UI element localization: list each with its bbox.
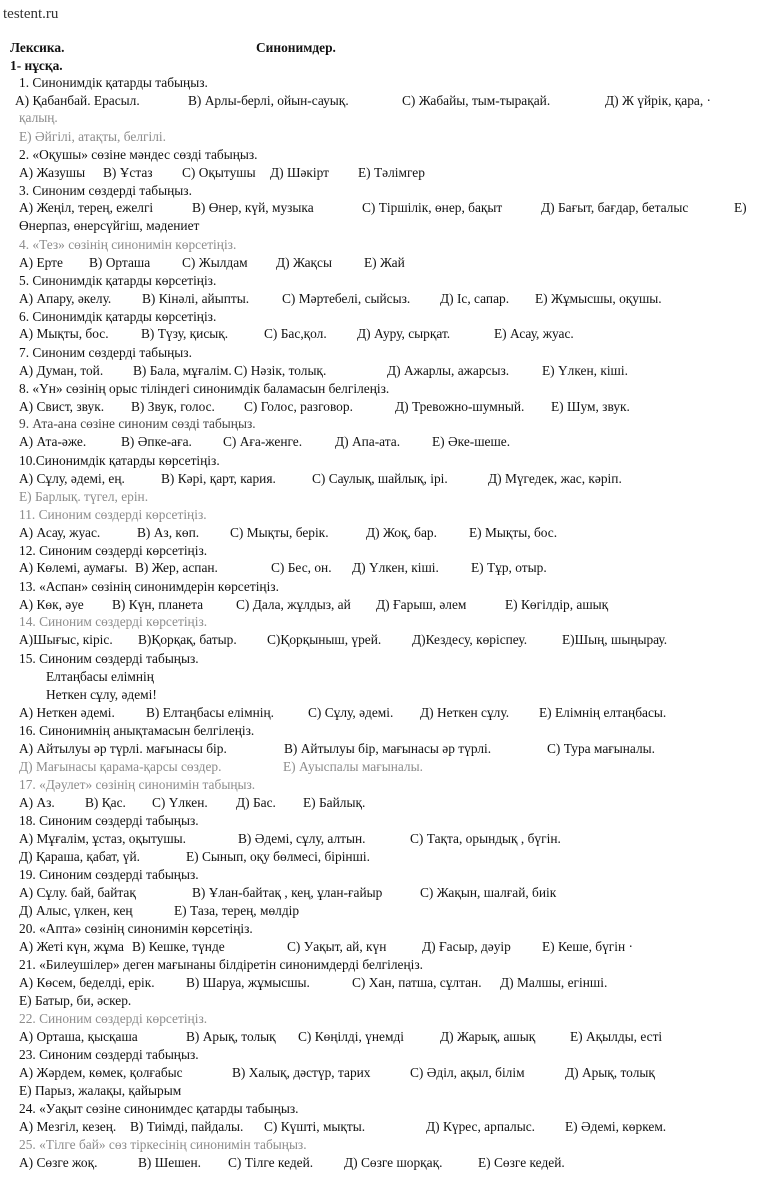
answer-option: Е) Үлкен, кіші.: [542, 363, 628, 378]
question-text: 20. «Апта» сөзінің синонимін көрсетіңіз.: [19, 921, 253, 936]
answer-option: А) Сұлу. бай, байтақ: [19, 885, 136, 900]
answer-option: А) Асау, жуас.: [19, 525, 101, 540]
answer-option: Д) Жарық, ашық: [440, 1029, 536, 1044]
question-text: 13. «Аспан» сөзінің синонимдерін көрсетіңіз.: [19, 579, 279, 594]
answer-options-row: [0, 323, 758, 344]
answer-option: А)Шығыс, кіріс.: [19, 632, 113, 647]
answer-option: С) Әділ, ақыл, білім: [410, 1065, 525, 1080]
question-text: 6. Синонимдік қатарды көрсетіңіз.: [19, 309, 217, 324]
question-text: 24. «Уақыт сөзіне синонимдес қатарды табыңыз.: [19, 1101, 299, 1116]
answer-option: А) Жеті күн, жұма: [19, 939, 124, 954]
answer-option: С) Дала, жұлдыз, ай: [236, 597, 351, 612]
answer-option: В) Арлы-берлі, ойын-сауық.: [188, 93, 349, 108]
answer-option: С) Көңілді, үнемді: [298, 1029, 404, 1044]
answer-option: В) Халық, дәстүр, тарих: [232, 1065, 371, 1080]
text-line: Өнерпаз, өнерсүйгіш, мәдениет: [19, 218, 200, 233]
answer-option: В) Звук, голос.: [131, 399, 215, 414]
text-line: Неткен сұлу, әдемі!: [46, 687, 157, 702]
topic-label: Лексика.: [10, 40, 65, 55]
answer-option: А) Көлемі, аумағы.: [19, 560, 128, 575]
answer-option: В) Әпке-аға.: [121, 434, 192, 449]
answer-option: Д) Күрес, арпалыс.: [426, 1119, 536, 1134]
answer-option: Е) Шум, звук.: [551, 399, 630, 414]
answer-option: С) Нәзік, толық.: [234, 363, 327, 378]
answer-option: В) Бала, мұғалім.: [133, 363, 232, 378]
answer-option: А) Ерте: [19, 255, 63, 270]
answer-option: В) Түзу, қисық.: [141, 326, 229, 341]
answer-option: С) Хан, патша, сұлтан.: [352, 975, 482, 990]
answer-option: Е) Сынып, оқу бөлмесі, біріншi.: [186, 849, 370, 864]
answer-option: Д) Ғарыш, әлем: [376, 597, 467, 612]
answer-option: С) Тілге кедей.: [228, 1155, 314, 1170]
question-text: 7. Синоним сөздерді табыңыз.: [19, 345, 192, 360]
question-text: 4. «Тез» сөзінің синонимін көрсетіңіз.: [19, 237, 237, 252]
answer-option: В) Ұлан-байтақ , кең, ұлан-ғайыр: [192, 885, 383, 900]
question-text: 2. «Оқушы» сөзіне мәндес сөзді табыңыз.: [19, 147, 258, 162]
answer-option: С) Тақта, орындық , бүгін.: [410, 831, 561, 846]
answer-option: Е) Сөзге кедей.: [478, 1155, 565, 1170]
answer-option: Д) Апа-ата.: [335, 434, 401, 449]
question-text: 25. «Тілге бай» сөз тіркесінің синонимін табыңыз.: [19, 1137, 307, 1152]
answer-option: В) Арық, толық: [186, 1029, 276, 1044]
answer-option: А) Көсем, беделді, ерік.: [19, 975, 155, 990]
answer-option: В) Елтаңбасы елімнің.: [146, 705, 274, 720]
question-text: 12. Синоним сөздерді көрсетіңіз.: [19, 543, 208, 558]
question-text: 9. Ата-ана сөзіне синоним сөзді табыңыз.: [19, 416, 256, 431]
answer-option: А) Жәрдем, көмек, қолғабыс: [19, 1065, 183, 1080]
question-text: 21. «Билеушілер» деген мағынаны білдіретін синонимдерді белгілеңіз.: [19, 957, 424, 972]
answer-option: С) Голос, разговор.: [244, 399, 353, 414]
answer-option: Д) Іс, сапар.: [440, 291, 510, 306]
answer-option: Д) Бағыт, бағдар, беталыс: [541, 200, 689, 215]
answer-option: В) Өнер, күй, музыка: [192, 200, 314, 215]
question-text: 17. «Дәулет» сөзінің синонимін табыңыз.: [19, 777, 256, 792]
answer-option: Д) Неткен сұлу.: [420, 705, 510, 720]
answer-option: С) Тура мағыналы.: [547, 741, 656, 756]
answer-option: В) Шаруа, жұмысшы.: [186, 975, 310, 990]
answer-option: Е) Көгілдір, ашық: [505, 597, 609, 612]
answer-option: С) Мәртебелі, сыйсыз.: [282, 291, 411, 306]
answer-option: Д) Жақсы: [276, 255, 332, 270]
answer-option: А) Неткен әдемі.: [19, 705, 115, 720]
text-line: Е) Әйгілі, атақты, белгілі.: [19, 129, 166, 144]
answer-option: Д)Кездесу, көріспеу.: [412, 632, 528, 647]
answer-option: А) Жазушы: [19, 165, 86, 180]
answer-option: С) Жылдам: [182, 255, 248, 270]
question-text: 8. «Үн» сөзінің орыс тіліндегі синонимдік баламасын белгілеңіз.: [19, 381, 390, 396]
answer-option: Е) Мықты, бос.: [469, 525, 558, 540]
question-text: 19. Синоним сөздерді табыңыз.: [19, 867, 199, 882]
answer-option: С) Жабайы, тым-тырақай.: [402, 93, 551, 108]
answer-option: А) Апару, әкелу.: [19, 291, 112, 306]
answer-options-row: [0, 1152, 758, 1173]
answer-option: В) Кәрі, қарт, кария.: [161, 471, 276, 486]
answer-option: В) Ұстаз: [103, 165, 153, 180]
text-line: Е) Барлық. түгел, ерін.: [19, 489, 149, 504]
answer-option: Е) Таза, терең, мөлдір: [174, 903, 300, 918]
answer-option: Е) Әке-шеше.: [432, 434, 511, 449]
answer-option: Е) Елімнің елтаңбасы.: [539, 705, 667, 720]
answer-options-row: [0, 629, 758, 650]
answer-option: Д) Ажарлы, ажарсыз.: [387, 363, 510, 378]
answer-option: Е) Жұмысшы, оқушы.: [535, 291, 662, 306]
answer-option: С) Үлкен.: [152, 795, 208, 810]
question-text: 15. Синоним сөздерді табыңыз.: [19, 651, 199, 666]
answer-option: В) Кешке, түнде: [132, 939, 225, 954]
answer-option: А) Орташа, қысқаша: [19, 1029, 138, 1044]
answer-option: Д) Үлкен, кіші.: [352, 560, 439, 575]
answer-option: Д) Жоқ, бар.: [366, 525, 437, 540]
answer-option: В) Аз, көп.: [137, 525, 200, 540]
answer-option: Д) Тревожно-шумный.: [395, 399, 525, 414]
answer-option: С) Бас,қол.: [264, 326, 327, 341]
answer-option: Е) Тұр, отыр.: [471, 560, 547, 575]
answer-option: А) Айтылуы әр түрлі. мағынасы бір.: [19, 741, 227, 756]
answer-option: Е) Асау, жуас.: [494, 326, 574, 341]
answer-option: В) Кінәлі, айыпты.: [142, 291, 250, 306]
answer-option: В) Орташа: [89, 255, 151, 270]
question-text: 3. Синоним сөздерді табыңыз.: [19, 183, 192, 198]
answer-option: Е) Кеше, бүгін ·: [542, 939, 633, 954]
question-text: 5. Синонимдік қатарды көрсетіңіз.: [19, 273, 217, 288]
question-text: 11. Синоним сөздерді көрсетіңіз.: [19, 507, 207, 522]
answer-option: Д) Бас.: [236, 795, 276, 810]
answer-option: В) Күн, планета: [112, 597, 204, 612]
answer-option: Д) Малшы, егінші.: [500, 975, 608, 990]
answer-option: А) Свист, звук.: [19, 399, 105, 414]
answer-option: А) Аз.: [19, 795, 55, 810]
answer-option: Д) Мағынасы қарама-қарсы сөздер.: [19, 759, 222, 774]
answer-option: А) Мұғалім, ұстаз, оқытушы.: [19, 831, 187, 846]
answer-option: А) Қабанбай. Ерасыл.: [15, 93, 140, 108]
answer-option: С) Сұлу, әдемі.: [308, 705, 394, 720]
answer-options-row: [0, 431, 758, 452]
answer-option: Д) Мүгедек, жас, кәріп.: [488, 471, 622, 486]
question-text: 1. Синонимдік қатарды табыңыз.: [19, 75, 208, 90]
answer-option: Е) Әдемі, көркем.: [565, 1119, 667, 1134]
answer-option: Д) Алыс, үлкен, кең: [19, 903, 133, 918]
answer-option: Е)Шың, шыңырау.: [562, 632, 668, 647]
answer-option: А) Сөзге жоқ.: [19, 1155, 98, 1170]
answer-option: В) Жер, аспан.: [135, 560, 218, 575]
answer-option: Е) Ауыспалы мағыналы.: [283, 759, 423, 774]
answer-option: Д) Қараша, қабат, үй.: [19, 849, 141, 864]
answer-option: Д) Арық, толық: [565, 1065, 655, 1080]
answer-option: В) Қас.: [85, 795, 126, 810]
answer-option: Е) Жай: [364, 255, 405, 270]
answer-option: С) Мықты, берік.: [230, 525, 329, 540]
question-text: 23. Синоним сөздерді табыңыз.: [19, 1047, 199, 1062]
text-line: Е) Парыз, жалақы, қайырым: [19, 1083, 182, 1098]
question-text: 16. Синонимнің анықтамасын белгілеңіз.: [19, 723, 255, 738]
answer-option: Д) Ауру, сырқат.: [357, 326, 451, 341]
answer-option: С) Аға-женге.: [223, 434, 303, 449]
answer-option: А) Мезгіл, кезең.: [19, 1119, 117, 1134]
answer-option: Д) Ғасыр, дәуір: [422, 939, 511, 954]
answer-option: Е) Ақылды, есті: [570, 1029, 663, 1044]
answer-option: А) Көк, әуе: [19, 597, 84, 612]
answer-option: Д) Шәкірт: [270, 165, 329, 180]
answer-option: А) Думан, той.: [19, 363, 104, 378]
answer-option: А) Мықты, бос.: [19, 326, 109, 341]
answer-option: С) Бес, он.: [271, 560, 332, 575]
answer-option: Е): [734, 200, 747, 215]
answer-option: С)Қорқыныш, үрей.: [267, 632, 382, 647]
site-watermark: testent.ru: [3, 6, 59, 22]
answer-option: Е) Байлық.: [303, 795, 366, 810]
answer-option: Е) Тәлімгер: [358, 165, 425, 180]
answer-option: Д) Сөзге шорқақ.: [344, 1155, 443, 1170]
answer-option: В) Әдемі, сұлу, алтын.: [238, 831, 366, 846]
answer-option: С) Жақын, шалғай, биік: [420, 885, 557, 900]
page-title: Синонимдер.: [256, 40, 336, 55]
answer-option: А) Сұлу, әдемі, ең.: [19, 471, 125, 486]
answer-option: А) Ата-әже.: [19, 434, 87, 449]
answer-options-row: [0, 557, 758, 578]
answer-option: Д) Ж үйрік, қара, ·: [605, 93, 712, 108]
answer-option: С) Уақыт, ай, күн: [287, 939, 387, 954]
answer-option: С) Күшті, мықты.: [264, 1119, 366, 1134]
text-line: Елтаңбасы елімнің: [46, 669, 154, 684]
answer-option: С) Оқытушы: [182, 165, 256, 180]
answer-option: В) Шешен.: [138, 1155, 201, 1170]
variant-label: 1- нұсқа.: [10, 58, 63, 73]
question-text: 10.Синонимдік қатарды көрсетіңіз.: [19, 453, 220, 468]
answer-option: С) Саулық, шайлық, ірі.: [312, 471, 448, 486]
answer-option: С) Тіршілік, өнер, бақыт: [362, 200, 503, 215]
text-line: Е) Батыр, би, әскер.: [19, 993, 132, 1008]
answer-option: В) Айтылуы бір, мағынасы әр түрлі.: [284, 741, 492, 756]
question-text: 18. Синоним сөздерді табыңыз.: [19, 813, 199, 828]
question-text: 14. Синоним сөздерді көрсетіңіз.: [19, 614, 208, 629]
answer-option: А) Жеңіл, терең, ежелгі: [19, 200, 154, 215]
answer-option: В)Қорқақ, батыр.: [138, 632, 237, 647]
answer-option: В) Тиімді, пайдалы.: [130, 1119, 244, 1134]
text-line: қалың.: [19, 110, 58, 125]
question-text: 22. Синоним сөздерді көрсетіңіз.: [19, 1011, 208, 1026]
